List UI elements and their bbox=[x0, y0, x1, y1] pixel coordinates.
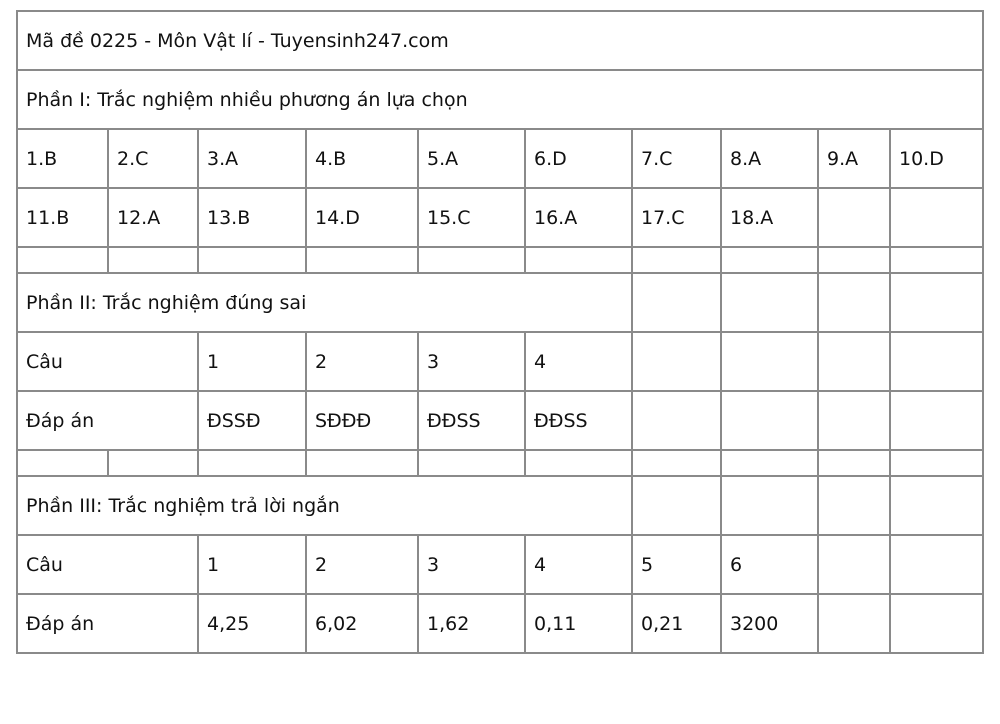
empty-cell bbox=[818, 476, 890, 535]
empty-cell bbox=[632, 391, 721, 450]
answer-cell: 13.B bbox=[198, 188, 306, 247]
empty-cell bbox=[525, 450, 632, 476]
question-cell: 3 bbox=[418, 535, 525, 594]
part3-answer-row bbox=[17, 594, 983, 653]
empty-cell bbox=[818, 594, 890, 653]
answer-cell: 0,11 bbox=[525, 594, 632, 653]
answer-cell: ĐĐSS bbox=[525, 391, 632, 450]
empty-cell bbox=[890, 273, 983, 332]
empty-cell bbox=[818, 188, 890, 247]
empty-cell bbox=[818, 332, 890, 391]
question-cell: 3 bbox=[418, 332, 525, 391]
row-label: Đáp án bbox=[17, 594, 198, 653]
question-cell: 2 bbox=[306, 332, 418, 391]
empty-cell bbox=[721, 332, 818, 391]
empty-cell bbox=[818, 535, 890, 594]
row-label: Câu bbox=[17, 332, 198, 391]
part2-title: Phần II: Trắc nghiệm đúng sai bbox=[17, 273, 632, 332]
answer-cell: 7.C bbox=[632, 129, 721, 188]
answer-cell: 11.B bbox=[17, 188, 108, 247]
answer-cell: 4,25 bbox=[198, 594, 306, 653]
answer-cell: 3200 bbox=[721, 594, 818, 653]
empty-cell bbox=[890, 594, 983, 653]
spacer-row bbox=[17, 450, 983, 476]
empty-cell bbox=[632, 332, 721, 391]
empty-cell bbox=[306, 247, 418, 273]
empty-cell bbox=[890, 476, 983, 535]
question-cell: 4 bbox=[525, 535, 632, 594]
empty-cell bbox=[721, 450, 818, 476]
answer-cell: 6,02 bbox=[306, 594, 418, 653]
answer-cell: 8.A bbox=[721, 129, 818, 188]
empty-cell bbox=[525, 247, 632, 273]
empty-cell bbox=[198, 450, 306, 476]
question-cell: 1 bbox=[198, 535, 306, 594]
part1-title-row bbox=[17, 70, 983, 129]
answer-cell: 2.C bbox=[108, 129, 198, 188]
part2-answer-row bbox=[17, 391, 983, 450]
empty-cell bbox=[890, 391, 983, 450]
empty-cell bbox=[108, 247, 198, 273]
answer-cell: SĐĐĐ bbox=[306, 391, 418, 450]
empty-cell bbox=[721, 391, 818, 450]
question-cell: 6 bbox=[721, 535, 818, 594]
part2-title-row bbox=[17, 273, 983, 332]
question-cell: 5 bbox=[632, 535, 721, 594]
empty-cell bbox=[721, 476, 818, 535]
answer-cell: 16.A bbox=[525, 188, 632, 247]
empty-cell bbox=[890, 188, 983, 247]
empty-cell bbox=[17, 247, 108, 273]
answer-cell: 0,21 bbox=[632, 594, 721, 653]
part3-title: Phần III: Trắc nghiệm trả lời ngắn bbox=[17, 476, 632, 535]
answer-cell: 15.C bbox=[418, 188, 525, 247]
part3-title-row bbox=[17, 476, 983, 535]
empty-cell bbox=[818, 247, 890, 273]
row-label: Đáp án bbox=[17, 391, 198, 450]
part1-answer-row bbox=[17, 188, 983, 247]
empty-cell bbox=[890, 247, 983, 273]
answer-cell: 1.B bbox=[17, 129, 108, 188]
empty-cell bbox=[721, 273, 818, 332]
answer-cell: 3.A bbox=[198, 129, 306, 188]
empty-cell bbox=[418, 247, 525, 273]
part2-question-row bbox=[17, 332, 983, 391]
answer-cell: ĐĐSS bbox=[418, 391, 525, 450]
part1-answer-row bbox=[17, 129, 983, 188]
empty-cell bbox=[632, 247, 721, 273]
spacer-row bbox=[17, 247, 983, 273]
empty-cell bbox=[818, 450, 890, 476]
part3-question-row bbox=[17, 535, 983, 594]
empty-cell bbox=[632, 476, 721, 535]
question-cell: 1 bbox=[198, 332, 306, 391]
empty-cell bbox=[306, 450, 418, 476]
answer-cell: 1,62 bbox=[418, 594, 525, 653]
empty-cell bbox=[418, 450, 525, 476]
empty-cell bbox=[818, 391, 890, 450]
question-cell: 4 bbox=[525, 332, 632, 391]
empty-cell bbox=[632, 273, 721, 332]
header-row bbox=[17, 11, 983, 70]
answer-cell: 10.D bbox=[890, 129, 983, 188]
answer-cell: 5.A bbox=[418, 129, 525, 188]
answer-cell: 9.A bbox=[818, 129, 890, 188]
answer-cell: ĐSSĐ bbox=[198, 391, 306, 450]
empty-cell bbox=[17, 450, 108, 476]
empty-cell bbox=[890, 332, 983, 391]
question-cell: 2 bbox=[306, 535, 418, 594]
empty-cell bbox=[890, 535, 983, 594]
empty-cell bbox=[721, 247, 818, 273]
empty-cell bbox=[108, 450, 198, 476]
answer-cell: 12.A bbox=[108, 188, 198, 247]
answer-cell: 14.D bbox=[306, 188, 418, 247]
answer-cell: 18.A bbox=[721, 188, 818, 247]
answer-cell: 4.B bbox=[306, 129, 418, 188]
empty-cell bbox=[890, 450, 983, 476]
empty-cell bbox=[632, 450, 721, 476]
answer-cell: 17.C bbox=[632, 188, 721, 247]
empty-cell bbox=[198, 247, 306, 273]
answer-key-table bbox=[16, 10, 984, 654]
row-label: Câu bbox=[17, 535, 198, 594]
page-title: Mã đề 0225 - Môn Vật lí - Tuyensinh247.com bbox=[17, 11, 983, 70]
answer-cell: 6.D bbox=[525, 129, 632, 188]
empty-cell bbox=[818, 273, 890, 332]
part1-title: Phần I: Trắc nghiệm nhiều phương án lựa chọn bbox=[17, 70, 983, 129]
